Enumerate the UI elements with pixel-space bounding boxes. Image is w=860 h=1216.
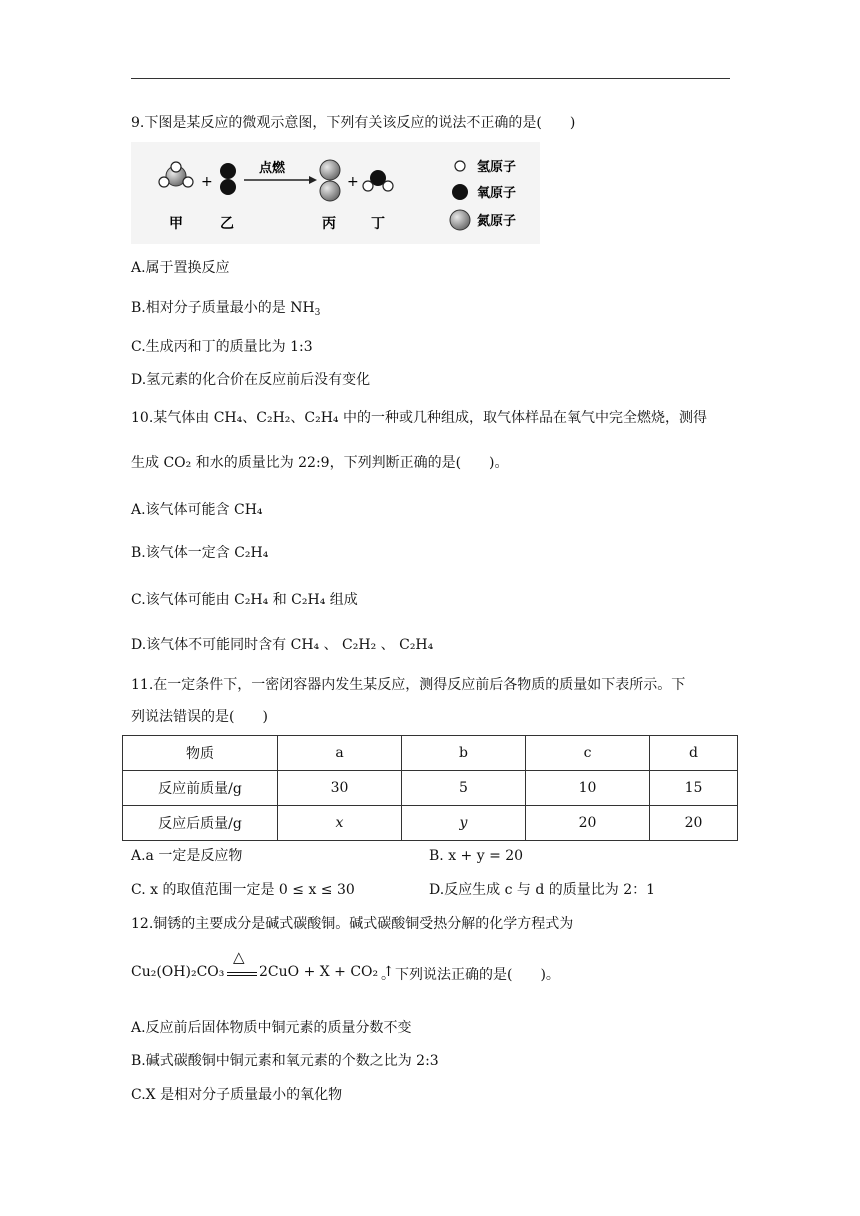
q10-option-b: B.该气体一定含 C₂H₄ — [131, 545, 269, 561]
q9-option-b: B.相对分子质量最小的是 $NH_3$ — [131, 300, 321, 318]
q12-option-a: A.反应前后固体物质中铜元素的质量分数不变 — [131, 1020, 412, 1036]
q12-option-c: C.X 是相对分子质量最小的氧化物 — [131, 1087, 343, 1103]
label-ding: 丁 — [371, 216, 385, 232]
table-cell: 30 — [278, 771, 402, 806]
q10-stem-line1: 10.某气体由 CH₄、C₂H₂、C₂H₄ 中的一种或几种组成，取气体样品在氧气中完全燃烧，测得 — [131, 410, 707, 426]
heat-condition-icon: △ — [233, 948, 245, 966]
table-cell: c — [526, 736, 650, 771]
table-cell: x — [278, 806, 402, 841]
q10-option-d: D.该气体不可能同时含有 CH₄ 、 C₂H₂ 、 C₂H₄ — [131, 637, 434, 653]
table-header-row — [123, 736, 738, 771]
table-cell: 10 — [526, 771, 650, 806]
q10-option-a: A.该气体可能含 CH₄ — [131, 502, 263, 518]
q10-stem-line2: 生成 CO₂ 和水的质量比为 22:9，下列判断正确的是( )。 — [131, 455, 509, 471]
equation-tail: 。下列说法正确的是( )。 — [381, 967, 560, 983]
q11-option-c: C. x 的取值范围一定是 0 ≤ x ≤ 30 — [131, 882, 355, 898]
table-row — [123, 771, 738, 806]
equation-right: 2CuO + X + CO₂ ↑ — [259, 964, 395, 980]
molecule-ding-icon — [363, 170, 393, 191]
reaction-diagram — [131, 142, 540, 244]
q11-option-b: B. x + y = 20 — [429, 848, 524, 864]
table-cell: d — [650, 736, 738, 771]
table-cell: a — [278, 736, 402, 771]
table-cell: 20 — [526, 806, 650, 841]
table-cell: y — [402, 806, 526, 841]
q9-option-a: A.属于置换反应 — [131, 260, 230, 276]
q11-option-a: A.a 一定是反应物 — [131, 848, 243, 864]
q9-option-c: C.生成丙和丁的质量比为 1:3 — [131, 339, 313, 355]
molecule-jia-icon — [159, 162, 193, 187]
molecule-bing-icon — [320, 160, 340, 201]
svg-text:+: + — [201, 174, 213, 190]
table-cell: 物质 — [123, 736, 278, 771]
mass-table — [122, 735, 738, 841]
table-cell: 15 — [650, 771, 738, 806]
table-cell: 反应前质量/g — [123, 771, 278, 806]
q9-stem: 9.下图是某反应的微观示意图，下列有关该反应的说法不正确的是( ) — [131, 115, 576, 131]
label-yi: 乙 — [220, 216, 234, 232]
q9-option-d: D.氢元素的化合价在反应前后没有变化 — [131, 372, 371, 388]
svg-text:+: + — [347, 174, 359, 190]
chemical-equation — [131, 948, 731, 988]
legend-nitrogen-icon — [450, 210, 470, 230]
label-bing: 丙 — [322, 216, 336, 232]
table-cell: 5 — [402, 771, 526, 806]
molecule-yi-icon — [220, 163, 236, 195]
q12-option-b: B.碱式碳酸铜中铜元素和氧元素的个数之比为 2:3 — [131, 1053, 439, 1069]
arrow-label: 点燃 — [259, 161, 286, 176]
legend-oxygen-label: 氧原子 — [477, 186, 517, 201]
table-cell: 20 — [650, 806, 738, 841]
label-jia: 甲 — [169, 216, 183, 232]
legend-oxygen-icon — [452, 184, 468, 200]
q11-option-d: D.反应生成 c 与 d 的质量比为 2：1 — [429, 882, 656, 898]
q10-option-c: C.该气体可能由 C₂H₄ 和 C₂H₄ 组成 — [131, 592, 358, 608]
table-cell: b — [402, 736, 526, 771]
table-cell: 反应后质量/g — [123, 806, 278, 841]
legend-hydrogen-icon — [455, 161, 465, 171]
table-row — [123, 806, 738, 841]
q11-stem-line1: 11.在一定条件下，一密闭容器内发生某反应，测得反应前后各物质的质量如下表所示。下 — [131, 677, 686, 693]
q12-stem: 12.铜锈的主要成分是碱式碳酸铜。碱式碳酸铜受热分解的化学方程式为 — [131, 916, 574, 932]
q11-stem-line2: 列说法错误的是( ) — [131, 709, 268, 725]
equation-equals — [227, 972, 257, 976]
equation-left: Cu₂(OH)₂CO₃ — [131, 964, 225, 980]
reaction-svg — [131, 142, 540, 244]
reaction-arrow-icon — [244, 176, 317, 184]
legend-nitrogen-label: 氮原子 — [477, 214, 517, 229]
header-rule — [131, 78, 730, 79]
legend-hydrogen-label: 氢原子 — [477, 160, 517, 175]
